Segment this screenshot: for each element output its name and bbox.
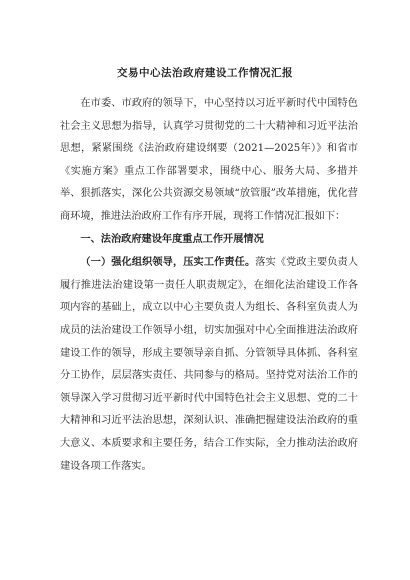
subsection-heading: （一）强化组织领导，压实工作责任。 — [80, 256, 256, 269]
document-title: 交易中心法治政府建设工作情况汇报 — [117, 67, 293, 79]
document-body — [60, 93, 358, 478]
intro-paragraph: 在市委、市政府的领导下，中心坚持以习近平新时代中国特色社会主义思想为指导，认真学习贯彻党的二十大精神和习近平法治思想，紧紧围绕《法治政府建设纲要（2021—2025年）》和省市《实施方案》重点工作部署要求，围绕中心、服务大局、多措并举、狠抓落实，深化公共资源交易领域“放管服”改革措施，优化营商环境，推进法治政府工作有序开展，现将工作情况汇报如下： — [60, 98, 358, 222]
subsection-paragraph — [60, 251, 358, 478]
subsection-body: 落实《党政主要负责人履行推进法治建设第一责任人职责规定》，在细化法治建设工作各项内容的基础上，成立以中心主要负责人为组长、各科室负责人为成员的法治建设工作领导小组，切实加强对中心全面推进法治政府建设工作的领导，形成主要领导亲自抓、分管领导具体抓、各科室分工协作，层层落实责任、共同参与的格局。坚持党对法治工作的领导深入学习贯彻习近平新时代中国特色社会主义思想、党的二十大精神和习近平法治思想，深刻认识、准确把握建设法治政府的重大意义、本质要求和主要任务，结合工作实际，全力推动法治政府建设各项工作落实。 — [60, 257, 359, 472]
section-heading: 一、法治政府建设年度重点工作开展情况 — [80, 233, 264, 245]
